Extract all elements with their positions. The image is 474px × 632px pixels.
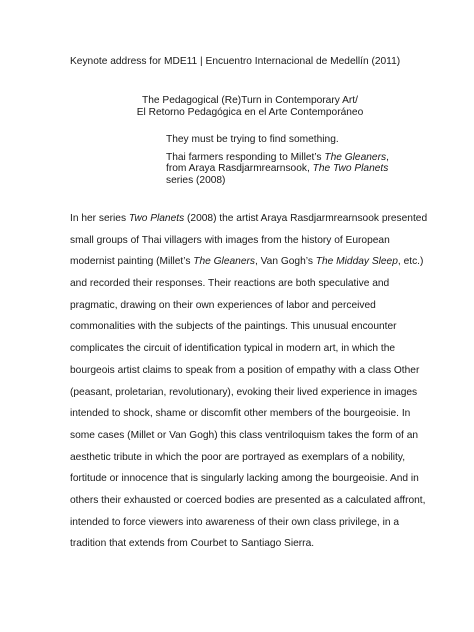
paragraph-line: and recorded their responses. Their reactions are both speculative and — [70, 278, 390, 290]
title-line-spanish: El Retorno Pedagógica en el Arte Contemporáneo — [136, 106, 364, 118]
artwork-title: The Gleaners — [193, 256, 255, 268]
paragraph-line: fortitude or innocence that is singularly lacking among the bourgeoisie. And in — [70, 473, 419, 485]
paragraph-line: (peasant, proletarian, revolutionary), evoking their lived experience in images — [70, 386, 418, 398]
body-paragraph — [70, 208, 428, 555]
epigraph-caption — [166, 152, 389, 187]
title-line-english: The Pedagogical (Re)Turn in Contemporary Art/ — [142, 95, 358, 106]
document-title — [70, 95, 430, 118]
paragraph-line: some cases (Millet or Van Gogh) this class ventriloquism takes the form of an — [70, 429, 419, 441]
paragraph-line: aesthetic tribute in which the poor are portrayed as exemplars of a nobility, — [70, 451, 406, 463]
artwork-title: The Midday Sleep — [315, 256, 398, 268]
document-header: Keynote address for MDE11 | Encuentro Internacional de Medellín (2011) — [70, 56, 401, 67]
paragraph-line: pragmatic, drawing on their own experiences of labor and perceived — [70, 299, 376, 311]
paragraph-line: small groups of Thai villagers with images from the history of European — [70, 234, 390, 246]
epigraph-quote: They must be trying to find something. — [166, 134, 339, 145]
paragraph-line: intended to force viewers into awareness of their own class privilege, in a — [70, 516, 399, 528]
paragraph-line: intended to shock, shame or discomfit other members of the bourgeoisie. In — [70, 408, 411, 420]
paragraph-line: commonalities with the subjects of the paintings. This unusual encounter — [70, 321, 397, 333]
artwork-title: Two Planets — [128, 213, 185, 224]
paragraph-line: tradition that extends from Courbet to Santiago Sierra. — [70, 538, 315, 550]
epigraph — [166, 134, 389, 186]
caption-line-3: series (2008) — [166, 174, 226, 186]
text-run: modernist painting (Millet’s — [70, 256, 194, 268]
paragraph-line — [70, 208, 428, 230]
caption-text: from Araya Rasdjarmrearnsook, — [166, 163, 313, 174]
paragraph-line: bourgeois artist claims to speak from a position of empathy with a class Other — [70, 364, 420, 376]
text-run: (2008) the artist Araya Rasdjarmrearnsook presented — [184, 213, 428, 224]
paragraph-line: complicates the circuit of identification typical in modern art, in which the — [70, 343, 396, 355]
text-run: , Van Gogh’s — [254, 256, 316, 268]
artwork-title: The Two Planets — [312, 163, 389, 174]
text-run: In her series — [70, 213, 129, 224]
text-run: , etc.) — [397, 256, 424, 268]
caption-text: , — [386, 151, 389, 163]
caption-line-1 — [166, 152, 389, 164]
caption-line-2 — [166, 163, 389, 175]
artwork-title: The Gleaners — [324, 151, 387, 163]
paragraph-line: others their exhausted or coerced bodies are presented as a calculated affront, — [70, 494, 426, 506]
paragraph-line — [70, 251, 424, 273]
caption-text: Thai farmers responding to Millet’s — [166, 151, 325, 163]
